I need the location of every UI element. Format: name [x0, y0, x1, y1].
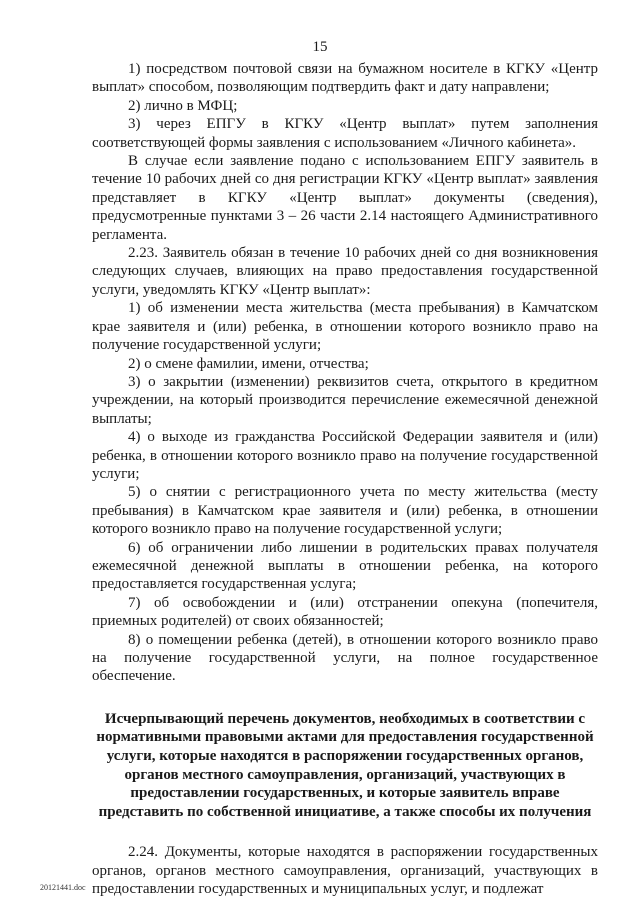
paragraph: 1) посредством почтовой связи на бумажном носителе в КГКУ «Центр выплат» способом, позволяющим подтвердить факт и дату направлени;	[92, 61, 598, 96]
paragraph: 2) лично в МФЦ;	[128, 97, 238, 114]
paragraph: 3) о закрытии (изменении) реквизитов счета, открытого в кредитном учреждении, на который производится перечисление ежемесячной денежной выплаты;	[92, 373, 598, 427]
paragraph: 4) о выходе из гражданства Российской Федерации заявителя и (или) ребенка, в отношении которого возникло право на получение государственной услуги;	[92, 429, 598, 482]
paragraph: 7) об освобождении и (или) отстранении опекуна (попечителя, приемных родителей) от своих обязанностей;	[92, 594, 598, 630]
document-body	[92, 60, 598, 899]
file-name-footer: 20121441.doc	[40, 883, 86, 892]
paragraph: 2.24. Документы, которые находятся в распоряжении государственных органов, органов местного самоуправления, организаций, участвующих в предоставлении государственных и муниципальных услуг, и подлежат	[92, 844, 598, 898]
page-number: 15	[312, 39, 328, 55]
paragraph: 2.23. Заявитель обязан в течение 10 рабочих дней со дня возникновения следующих случаев, влияющих на право предоставления государственной услуги, уведомлять КГКУ «Центр выплат»:	[92, 245, 598, 298]
paragraph: 8) о помещении ребенка (детей), в отношении которого возникло право на получение государственной услуги, на полное государственное обеспечение.	[92, 631, 598, 685]
paragraph: 1) об изменении места жительства (места пребывания) в Камчатском крае заявителя и (или) ребенка, в отношении которого возникло право на получение государственной услуги;	[92, 300, 598, 354]
paragraph: 3) через ЕПГУ в КГКУ «Центр выплат» путем заполнения соответствующей формы заявления с использованием «Личного кабинета».	[92, 116, 598, 151]
paragraph: В случае если заявление подано с использованием ЕПГУ заявитель в течение 10 рабочих дней со дня регистрации КГКУ «Центр выплат» заявления представляет в КГКУ «Центр выплат» документы (сведения), предусмотренные пунктами 3 – 26 части 2.14 настоящего Административного регламента.	[92, 153, 598, 243]
paragraph: 2) о смене фамилии, имени, отчества;	[128, 355, 369, 372]
section-heading: Исчерпывающий перечень документов, необходимых в соответствии с нормативными правовыми актами для предоставления государственной услуги, которые находятся в распоряжении государственных органов, органов местного самоуправления, организаций, участвующих в предоставлении государственных, и которые заявитель вправе представить по собственной инициативе, а также способы их получения	[96, 710, 594, 820]
paragraph: 5) о снятии с регистрационного учета по месту жительства (месту пребывания) в Камчатском крае заявителя и (или) ребенка, в отношении которого возникло право на получение государственной услуги;	[92, 484, 598, 538]
paragraph: 6) об ограничении либо лишении в родительских правах получателя ежемесячной денежной выплаты в отношении ребенка, на которого предоставляется государственная услуга;	[92, 539, 598, 593]
